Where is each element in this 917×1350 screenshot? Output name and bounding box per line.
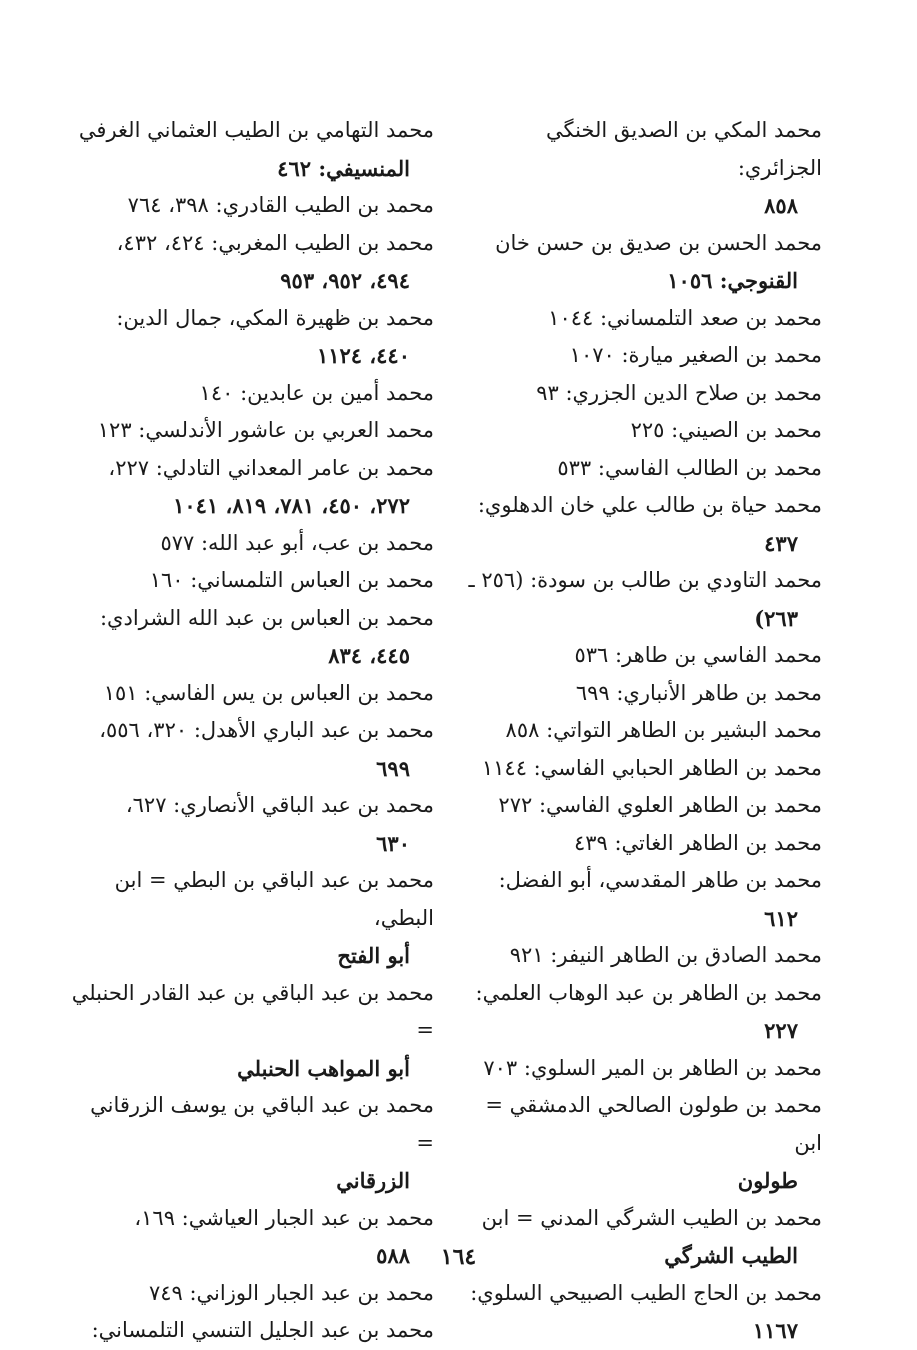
index-entry (458, 450, 822, 488)
index-entry (458, 562, 822, 637)
index-entry (458, 225, 822, 300)
entry-continuation: ٢٧٢، ٤٥٠، ٧٨١، ٨١٩، ١٠٤١ (173, 493, 410, 518)
index-column-left (70, 112, 434, 1350)
index-entry (458, 750, 822, 788)
index-entry (70, 412, 434, 450)
entry-name: محمد الحسن بن صديق بن حسن خان (495, 230, 822, 255)
entry-name: محمد بن عبد الباقي بن البطي = ابن البطي، (114, 868, 434, 930)
entry-name: محمد بن عب، أبو عبد الله: ٥٧٧ (160, 530, 434, 555)
index-entry (70, 562, 434, 600)
entry-name: محمد العربي بن عاشور الأندلسي: ١٢٣ (97, 418, 434, 442)
index-entry (70, 1087, 434, 1200)
index-entry (458, 337, 822, 375)
index-entry (70, 862, 434, 975)
entry-name: محمد بن عامر المعداني التادلي: ٢٢٧، (108, 455, 434, 480)
index-entry (458, 975, 822, 1050)
index-entry (70, 225, 434, 300)
entry-name: محمد الفاسي بن طاهر: ٥٣٦ (574, 643, 822, 667)
entry-name: محمد بن عبد الباقي بن عبد القادر الحنبلي = (71, 980, 434, 1042)
entry-name: محمد بن الطاهر بن عبد الوهاب العلمي: (475, 980, 822, 1005)
index-entry (458, 712, 822, 750)
entry-continuation: الزرقاني (336, 1168, 410, 1193)
entry-name: محمد بن الطاهر الحبابي الفاسي: ١١٤٤ (481, 755, 822, 780)
entry-name: محمد بن الطيب القادري: ٣٩٨، ٧٦٤ (127, 193, 434, 217)
entry-name: محمد بن الطاهر بن المير السلوي: ٧٠٣ (483, 1055, 822, 1080)
entry-continuation: ٤٩٤، ٩٥٢، ٩٥٣ (280, 268, 410, 293)
entry-name: محمد بن الطيب الشرگي المدني = ابن (481, 1205, 822, 1230)
entry-name: محمد بن طولون الصالحي الدمشقي = ابن (485, 1093, 822, 1155)
entry-continuation: ٥٨٨ (376, 1243, 410, 1268)
entry-continuation: ٨٥٨ (764, 193, 798, 218)
index-entry (458, 300, 822, 338)
entry-name: محمد حياة بن طالب علي خان الدهلوي: (477, 493, 822, 517)
index-entry (70, 600, 434, 675)
entry-name: محمد بن عبد الباري الأهدل: ٣٢٠، ٥٥٦، (99, 718, 434, 742)
index-entry (70, 375, 434, 413)
entry-name: محمد بن عبد الباقي الأنصاري: ٦٢٧، (125, 793, 434, 817)
entry-continuation: طولون (737, 1168, 798, 1193)
entry-continuation: ١١٦٧ (752, 1318, 798, 1343)
index-entry (458, 787, 822, 825)
index-entry (70, 712, 434, 787)
entry-continuation: الطيب الشرگي (664, 1243, 798, 1268)
entry-continuation: ٦١٢ (764, 905, 798, 931)
entry-name: محمد بن عبد الجليل التنسي التلمساني: (91, 1318, 434, 1342)
index-entry (458, 1275, 822, 1350)
index-entry (458, 487, 822, 562)
entry-name: محمد بن الطاهر العلوي الفاسي: ٢٧٢ (498, 793, 822, 817)
index-entry (458, 375, 822, 413)
entry-name: محمد بن صعد التلمساني: ١٠٤٤ (548, 305, 822, 330)
entry-name: محمد بن الحاج الطيب الصبيحي السلوي: (470, 1280, 822, 1305)
entry-continuation: ٦٣٠ (376, 830, 410, 856)
index-column-right (458, 112, 822, 1350)
entry-name: محمد بن طاهر المقدسي، أبو الفضل: (498, 868, 822, 892)
index-entry (458, 862, 822, 937)
index-entry (70, 525, 434, 563)
entry-name: محمد بن عبد الباقي بن يوسف الزرقاني = (90, 1093, 434, 1155)
index-entry (70, 675, 434, 713)
entry-continuation: القنوجي: ١٠٥٦ (667, 268, 798, 293)
entry-continuation: ٢٦٣) (754, 605, 798, 631)
entry-continuation: أبو المواهب الحنبلي (237, 1055, 410, 1081)
entry-name: محمد الصادق بن الطاهر النيفر: ٩٢١ (509, 943, 822, 967)
index-entry (458, 112, 822, 225)
entry-name: محمد أمين بن عابدين: ١٤٠ (199, 380, 434, 405)
entry-continuation: أبو الفتح (337, 943, 410, 968)
entry-name: محمد بن ظهيرة المكي، جمال الدين: (116, 305, 434, 330)
entry-name: محمد بن العباس بن عبد الله الشرادي: (99, 605, 434, 630)
index-entry (70, 450, 434, 525)
entry-name: محمد التاودي بن طالب بن سودة: (٢٥٦ ـ (468, 568, 822, 592)
entry-continuation: ٦٩٩ (376, 755, 410, 781)
entry-continuation: ٤٤٥، ٨٣٤ (328, 643, 410, 668)
index-entry (70, 112, 434, 187)
entry-name: محمد بن طاهر الأنباري: ٦٩٩ (575, 680, 822, 705)
index-entry (458, 937, 822, 975)
index-entry (70, 187, 434, 225)
entry-name: محمد بن الصغير ميارة: ١٠٧٠ (569, 343, 822, 367)
entry-name: محمد بن الصيني: ٢٢٥ (630, 418, 822, 442)
entry-continuation: المنسيفي: ٤٦٢ (277, 155, 410, 181)
index-entry (70, 1275, 434, 1313)
index-entry (458, 675, 822, 713)
entry-name: محمد بن العباس بن يس الفاسي: ١٥١ (103, 680, 434, 705)
entry-continuation: ٢٢٧ (764, 1018, 798, 1043)
entry-name: محمد بن عبد الجبار الوزاني: ٧٤٩ (148, 1280, 434, 1305)
index-entry (458, 1087, 822, 1200)
entry-name: محمد بن الطيب المغربي: ٤٢٤، ٤٣٢، (116, 230, 434, 255)
index-entry (70, 787, 434, 862)
entry-continuation: ٤٣٧ (764, 530, 798, 556)
entry-name: محمد بن الطاهر الغاتي: ٤٣٩ (573, 830, 822, 855)
page-number: ١٦٤ (440, 1244, 477, 1270)
index-entry (70, 300, 434, 375)
entry-name: محمد التهامي بن الطيب العثماني الغرفي (78, 118, 434, 142)
entry-name: محمد بن عبد الجبار العياشي: ١٦٩، (134, 1205, 434, 1230)
index-entry (70, 975, 434, 1088)
entry-name: محمد المكي بن الصديق الخنگي الجزائري: (545, 118, 822, 180)
entry-name: محمد البشير بن الطاهر التواتي: ٨٥٨ (505, 718, 822, 742)
entry-name: محمد بن الطالب الفاسي: ٥٣٣ (557, 455, 822, 480)
index-entry (458, 637, 822, 675)
index-entry (458, 825, 822, 863)
index-entry (458, 412, 822, 450)
entry-name: محمد بن صلاح الدين الجزري: ٩٣ (536, 380, 822, 405)
entry-name: محمد بن العباس التلمساني: ١٦٠ (149, 568, 434, 592)
entry-continuation: ٤٤٠، ١١٢٤ (316, 343, 410, 368)
index-entry (458, 1050, 822, 1088)
